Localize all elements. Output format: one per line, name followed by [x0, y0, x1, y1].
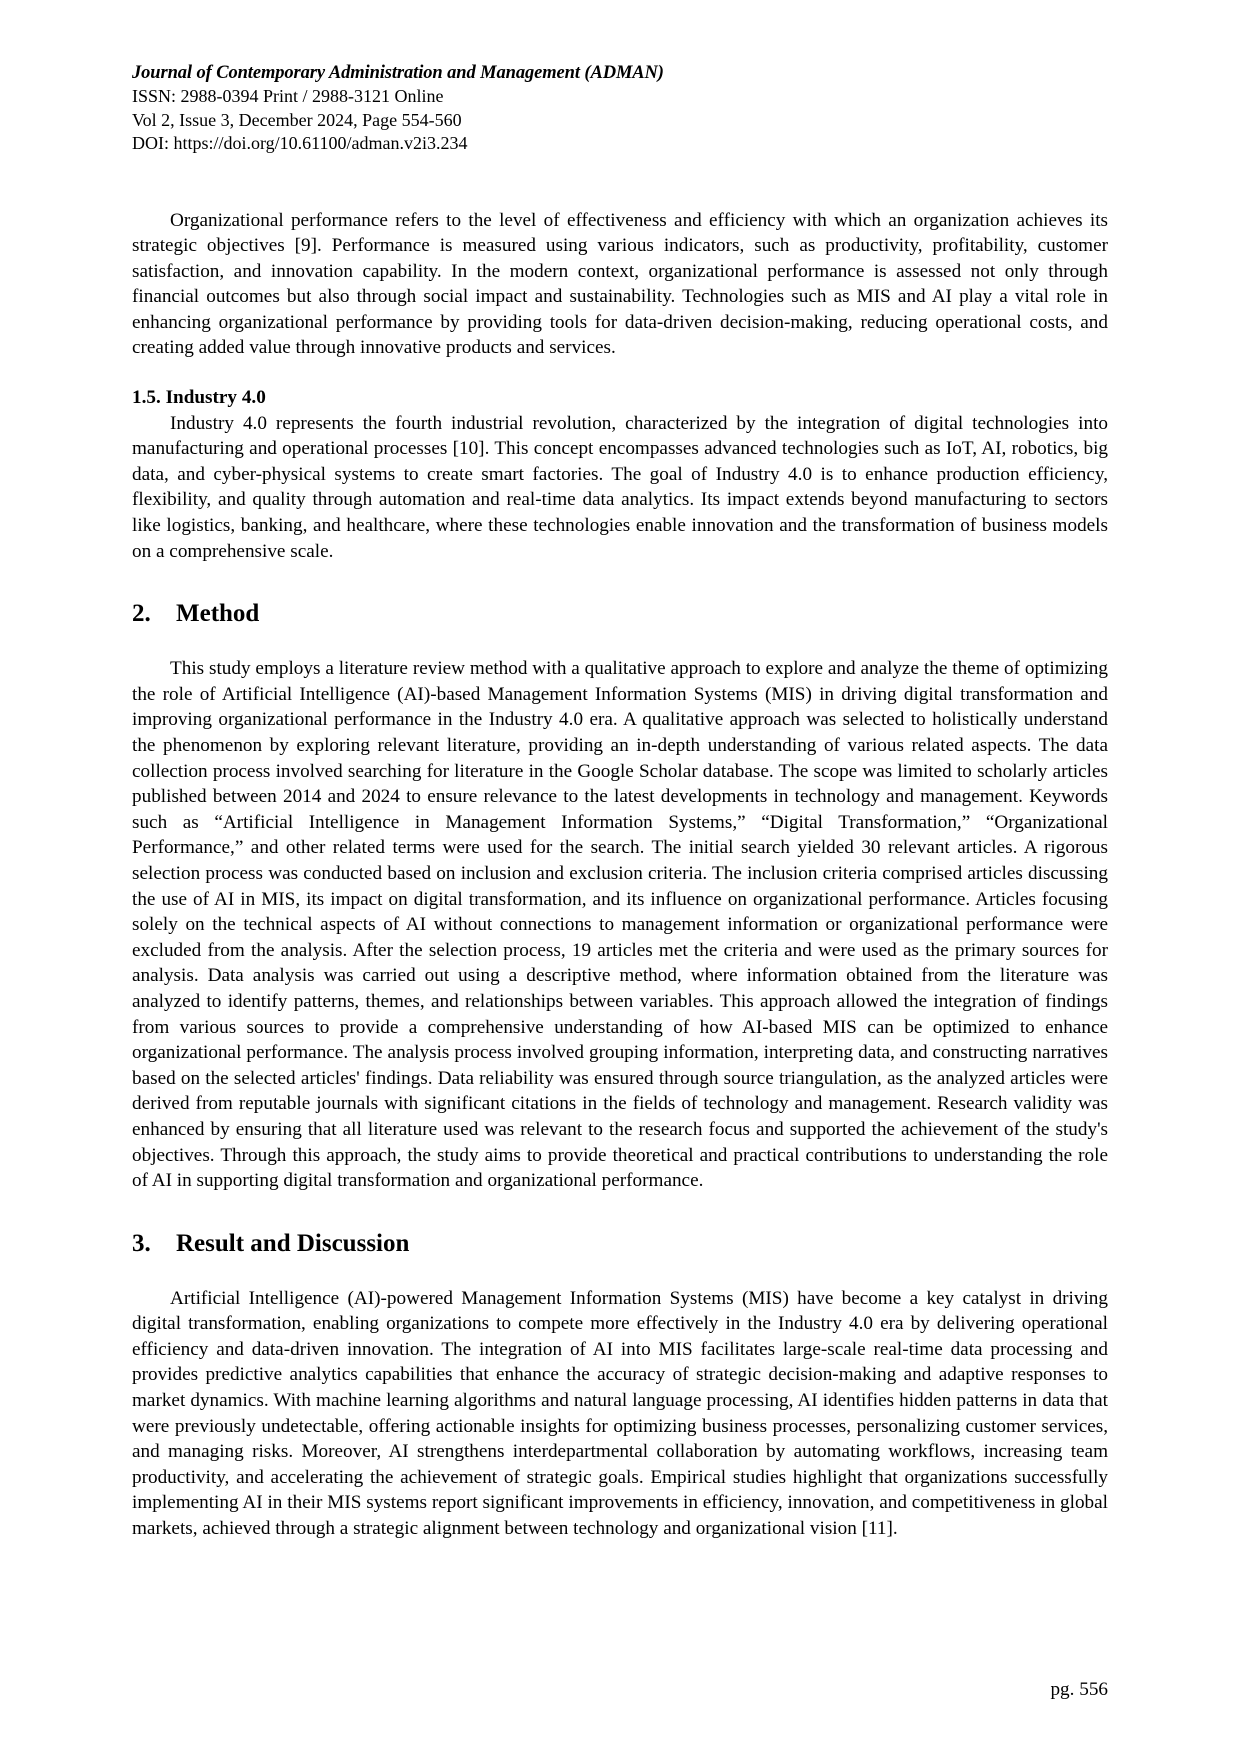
journal-doi: DOI: https://doi.org/10.61100/adman.v2i3.234	[132, 133, 468, 153]
heading-method-text: Method	[176, 600, 260, 628]
paragraph-organizational-performance: Organizational performance refers to the level of effectiveness and efficiency with which an organization achieves its strategic objectives [9]. Performance is measured using various indicators, such as productivity, profitability, customer satisfaction, and innovation capability. In the modern context, organizational performance is assessed not only through financial outcomes but also through social impact and sustainability. Technologies such as MIS and AI play a vital role in enhancing organizational performance by providing tools for data-driven decision-making, reducing operational costs, and creating added value through innovative products and services.	[132, 209, 1108, 359]
article-body	[132, 208, 1108, 1542]
paragraph-industry-4-0: Industry 4.0 represents the fourth industrial revolution, characterized by the integration of digital technologies into manufacturing and operational processes [10]. This concept encompasses advanced technologies such as IoT, AI, robotics, big data, and cyber-physical systems to create smart factories. The goal of Industry 4.0 is to enhance production efficiency, flexibility, and quality through automation and real-time data analytics. Its impact extends beyond manufacturing to sectors like logistics, banking, and healthcare, where these technologies enable innovation and the transformation of business models on a comprehensive scale.	[132, 412, 1108, 562]
heading-result-number: 3.	[132, 1229, 151, 1257]
heading-result-and-discussion	[132, 1228, 1108, 1260]
heading-spacer	[132, 1260, 1108, 1286]
heading-spacer	[132, 630, 1108, 656]
page-number-footer: pg. 556	[1050, 1679, 1108, 1700]
heading-industry-4-0: 1.5. Industry 4.0	[132, 387, 266, 409]
section-spacer	[132, 1194, 1108, 1228]
heading-method-number: 2.	[132, 600, 151, 628]
section-spacer	[132, 564, 1108, 598]
journal-title: Journal of Contemporary Administration and Management (ADMAN)	[132, 63, 664, 83]
paragraph-method: This study employs a literature review method with a qualitative approach to explore and analyze the theme of optimizing the role of Artificial Intelligence (AI)-based Management Information Systems (MIS) in driving digital transformation and improving organizational performance in the Industry 4.0 era. A qualitative approach was selected to holistically understand the phenomenon by exploring relevant literature, providing an in-depth understanding of various related aspects. The data collection process involved searching for literature in the Google Scholar database. The scope was limited to scholarly articles published between 2014 and 2024 to ensure relevance to the latest developments in technology and management. Keywords such as “Artificial Intelligence in Management Information Systems,” “Digital Transformation,” “Organizational Performance,” and other related terms were used for the search. The initial search yielded 30 relevant articles. A rigorous selection process was conducted based on inclusion and exclusion criteria. The inclusion criteria comprised articles discussing the use of AI in MIS, its impact on digital transformation, and its influence on organizational performance. Articles focusing solely on the technical aspects of AI without connections to management information or organizational performance were excluded from the analysis. After the selection process, 19 articles met the criteria and were used as the primary sources for analysis. Data analysis was carried out using a descriptive method, where information obtained from the literature was analyzed to identify patterns, themes, and relationships between variables. This approach allowed the integration of findings from various sources to provide a comprehensive understanding of how AI-based MIS can be optimized to enhance organizational performance. The analysis process involved grouping information, interpreting data, and constructing narratives based on the selected articles' findings. Data reliability was ensured through source triangulation, as the analyzed articles were derived from reputable journals with significant citations in the fields of technology and management. Research validity was enhanced by ensuring that all literature used was relevant to the research focus and supported the achievement of the study's objectives. Through this approach, the study aims to provide theoretical and practical contributions to understanding the role of AI in supporting digital transformation and organizational performance.	[132, 658, 1108, 1192]
heading-method	[132, 598, 1108, 630]
paragraph-result-discussion: Artificial Intelligence (AI)-powered Management Information Systems (MIS) have become a key catalyst in driving digital transformation, enabling organizations to compete more effectively in the Industry 4.0 era by delivering operational efficiency and data-driven innovation. The integration of AI into MIS facilitates large-scale real-time data processing and provides predictive analytics capabilities that enhance the accuracy of strategic decision-making and adaptive responses to market dynamics. With machine learning algorithms and natural language processing, AI identifies hidden patterns in data that were previously undetectable, offering actionable insights for optimizing business processes, personalizing customer services, and managing risks. Moreover, AI strengthens interdepartmental collaboration by automating workflows, increasing team productivity, and accelerating the achievement of strategic goals. Empirical studies highlight that organizations successfully implementing AI in their MIS systems report significant improvements in efficiency, innovation, and competitiveness in global markets, achieved through a strategic alignment between technology and organizational vision [11].	[132, 1287, 1108, 1540]
heading-result-text: Result and Discussion	[176, 1229, 410, 1257]
journal-volume-issue: Vol 2, Issue 3, December 2024, Page 554-560	[132, 109, 462, 130]
journal-masthead	[132, 62, 1108, 156]
journal-issn: ISSN: 2988-0394 Print / 2988-3121 Online	[132, 86, 444, 106]
